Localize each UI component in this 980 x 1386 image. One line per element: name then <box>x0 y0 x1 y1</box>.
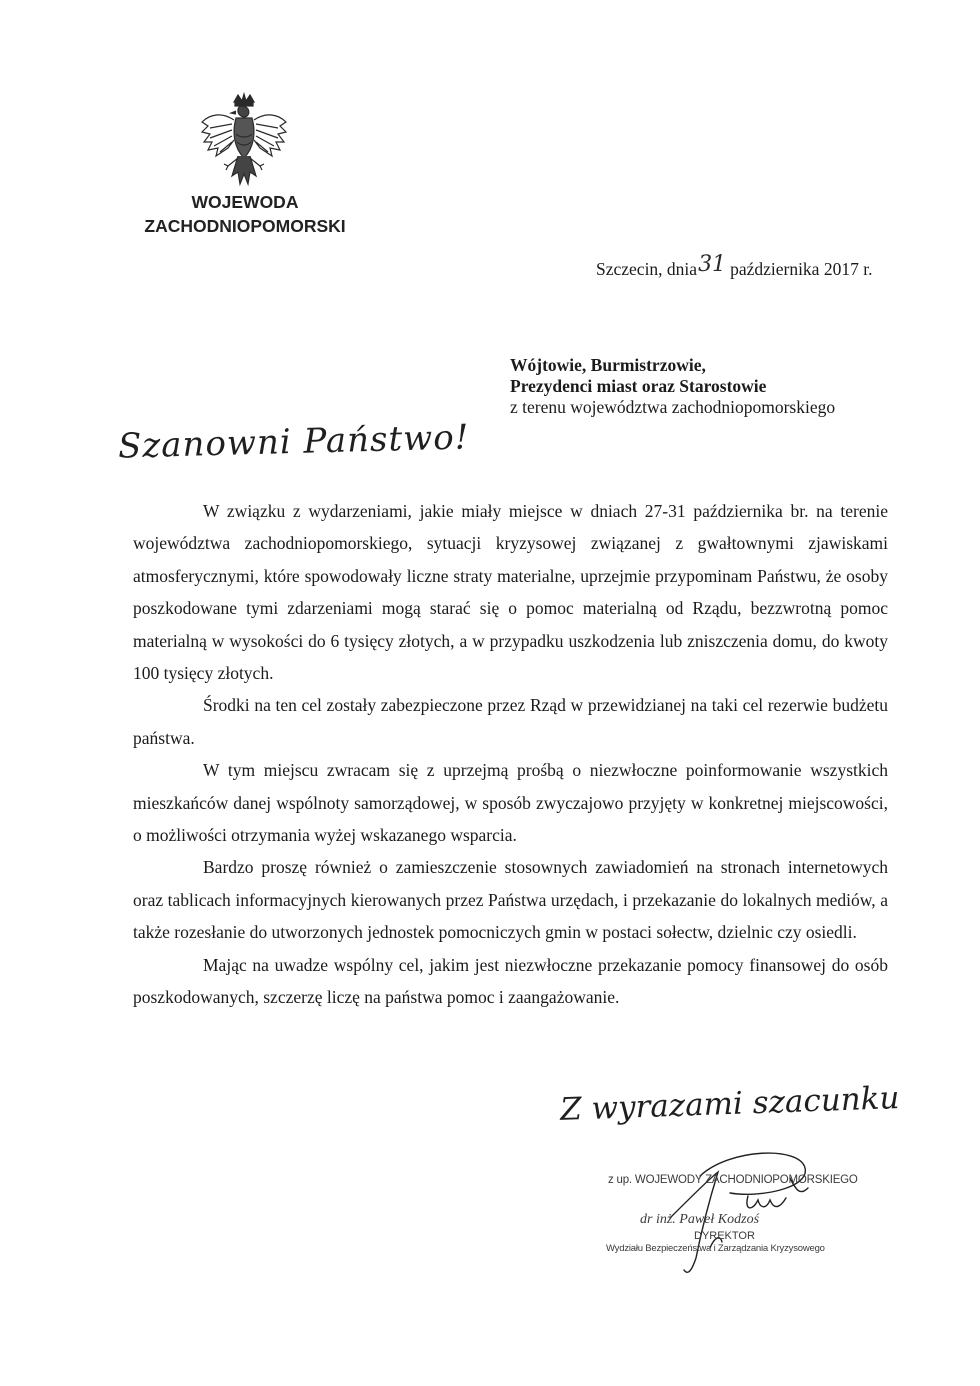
closing-handwritten: Z wyrazami szacunku <box>559 1080 901 1128</box>
date-line <box>596 252 873 281</box>
letter-body <box>133 495 888 1014</box>
recipient-block <box>510 355 835 418</box>
stamp-department: Wydziału Bezpieczeństwa i Zarządzania Kryzysowego <box>606 1243 825 1254</box>
stamp-authority-line: z up. WOJEWODY ZACHODNIOPOMORSKIEGO <box>608 1174 858 1186</box>
stamp-name: dr inż. Paweł Kodzoś <box>640 1212 760 1227</box>
recipient-line-2: Prezydenci miast oraz Starostowie <box>510 376 767 396</box>
date-suffix: października 2017 r. <box>730 259 873 279</box>
body-paragraph-5: Mając na uwadze wspólny cel, jakim jest niezwłoczne przekazanie pomocy finansowej do osób poszkodowanych, szczerzę liczę na państwa pomoc i zaangażowanie. <box>133 954 888 1008</box>
polish-eagle-emblem-icon <box>198 92 290 196</box>
body-paragraph-4: Bardzo proszę również o zamieszczenie stosownych zawiadomień na stronach internetowych oraz tablicach informacyjnych kierowanych przez Państwa urzędach, i przekazanie do lokalnych mediów, a także rozesłanie do utworzonych jednostek pomocniczych gmin w postaci sołectw, dzielnic czy osiedli. <box>133 857 888 943</box>
signature-scribble <box>640 1138 830 1278</box>
stamp-role: DYREKTOR <box>694 1230 755 1242</box>
issuer-region: ZACHODNIOPOMORSKI <box>144 216 346 236</box>
body-paragraph-3: W tym miejscu zwracam się z uprzejmą prośbą o niezwłoczne poinformowanie wszystkich mieszkańców danej wspólnoty samorządowej, w sposób zwyczajowo przyjęty w konkretnej miejscowości, o możliwości otrzymania wyżej wskazanego wsparcia. <box>133 760 888 846</box>
salutation-handwritten: Szanowni Państwo! <box>117 417 470 467</box>
recipient-line-3: z terenu województwa zachodniopomorskiego <box>510 397 836 417</box>
date-prefix: Szczecin, dnia <box>596 259 698 279</box>
issuer-title: WOJEWODA <box>191 192 299 212</box>
recipient-line-1: Wójtowie, Burmistrzowie, <box>510 355 706 375</box>
date-day-handwritten: 31 <box>698 252 727 277</box>
body-paragraph-2: Środki na ten cel zostały zabezpieczone przez Rząd w przewidzianej na taki cel rezerwie budżetu państwa. <box>133 695 888 748</box>
body-paragraph-1: W związku z wydarzeniami, jakie miały miejsce w dniach 27-31 października br. na terenie województwa zachodniopomorskiego, sytuacji kryzysowej związanej z gwałtownymi zjawiskami atmosferycznymi, które spowodowały liczne straty materialne, uprzejmie przypominam Państwu, że osoby poszkodowane tymi zdarzeniami mogą starać się o pomoc materialną od Rządu, bezzwrotną pomoc materialną w wysokości do 6 tysięcy złotych, a w przypadku uszkodzenia lub zniszczenia domu, do kwoty 100 tysięcy złotych. <box>133 501 888 684</box>
issuer-block <box>120 190 370 238</box>
